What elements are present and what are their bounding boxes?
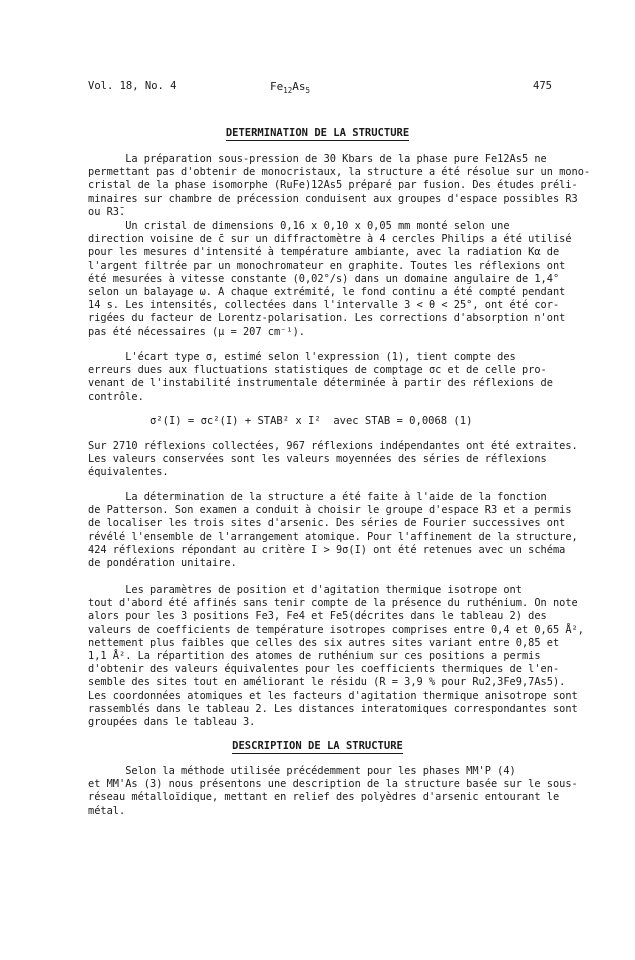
paragraph-refinement: Les paramètres de position et d'agitation thermique isotrope ont tout d'abord été affinés sans tenir compte de la présence du ruthénium. On note alors pour les 3 positions Fe3, Fe4 et Fe5(décrites dans le tableau 2) des valeurs de coefficients de température isotropes comprises entre 0,4 et 0,65 Å², nettement plus faibles que celles des six autres sites variant entre 0,85 et 1,1 Å². La répartition des atomes de ruthénium sur ces positions a permis d'obtenir des valeurs équivalentes pour les coefficients thermiques de l'en- semble des sites tout en améliorant le résidu (R = 3,9 % pour Ru2,3Fe9,7As5). Les coordonnées atomiques et les facteurs d'agitation thermique anisotrope sont rassemblés dans le tableau 2. Les distances interatomiques correspondantes sont groupées dans le tableau 3. — [88, 584, 584, 729]
equation-1: σ²(I) = σc²(I) + STAB² x I² avec STAB = 0,0068 (1) — [150, 415, 473, 427]
volume-label: Vol. 18, No. 4 — [88, 80, 177, 92]
paragraph-standard-deviation: L'écart type σ, estimé selon l'expression (1), tient compte des erreurs dues aux fluctuations statistiques de comptage σc et de celle pro- venant de l'instabilité instrumentale déterminée à partir des réflexions de contrôle. — [88, 351, 553, 403]
paragraph-crystal-measurement: Un cristal de dimensions 0,16 x 0,10 x 0,05 mm monté selon une direction voisine de c̄ sur un diffractomètre à 4 cercles Philips a été utilisé pour les mesures d'intensité à température ambiante, avec la radiation Kα de l'argent filtrée par un monochromateur en graphite. Toutes les réflexions ont été mesurées à vitesse constante (0,02°/s) dans un domaine angulaire de 1,4° selon un balayage ω. A chaque extrémité, le fond continu a été compté pendant 14 s. Les intensités, collectées dans l'intervalle 3 < θ < 25°, ont été cor- rigées du facteur de Lorentz-polarisation. Les corrections d'absorption n'ont pas été nécessaires (μ = 207 cm⁻¹). — [88, 220, 572, 338]
paragraph-description: Selon la méthode utilisée précédemment pour les phases MM'P (4) et MM'As (3) nous présentons une description de la structure basée sur le sous- réseau métalloïdique, mettant en relief des polyèdres d'arsenic entourant le métal. — [88, 765, 578, 817]
section-title-determination: DETERMINATION DE LA STRUCTURE — [225, 127, 410, 139]
section-title-description: DESCRIPTION DE LA STRUCTURE — [232, 740, 403, 752]
paragraph-reflections: Sur 2710 réflexions collectées, 967 réflexions indépendantes ont été extraites. Les valeurs conservées sont les valeurs moyennées des séries de réflexions équivalentes. — [88, 440, 578, 479]
paragraph-preparation: La préparation sous-pression de 30 Kbars de la phase pure Fe12As5 ne permettant pas d'obtenir de monocristaux, la structure a été résolue sur un mono- cristal de la phase isomorphe (RuFe)12As5 préparé par fusion. Des études préli- minaires sur chambre de précession conduisent aux groupes d'espace possibles R3 ou R3̄. — [88, 153, 591, 218]
paragraph-patterson: La détermination de la structure a été faite à l'aide de la fonction de Patterson. Son examen a conduit à choisir le groupe d'espace R3 et a permis de localiser les trois sites d'arsenic. Des séries de Fourier successives ont révélé l'ensemble de l'arrangement atomique. Pour l'affinement de la structure, 424 réflexions répondant au critère I > 9σ(I) ont été retenues avec un schéma de pondération unitaire. — [88, 491, 578, 570]
running-title: $Fe_{12}As_5$ — [270, 80, 311, 96]
page-number: 475 — [533, 80, 552, 92]
